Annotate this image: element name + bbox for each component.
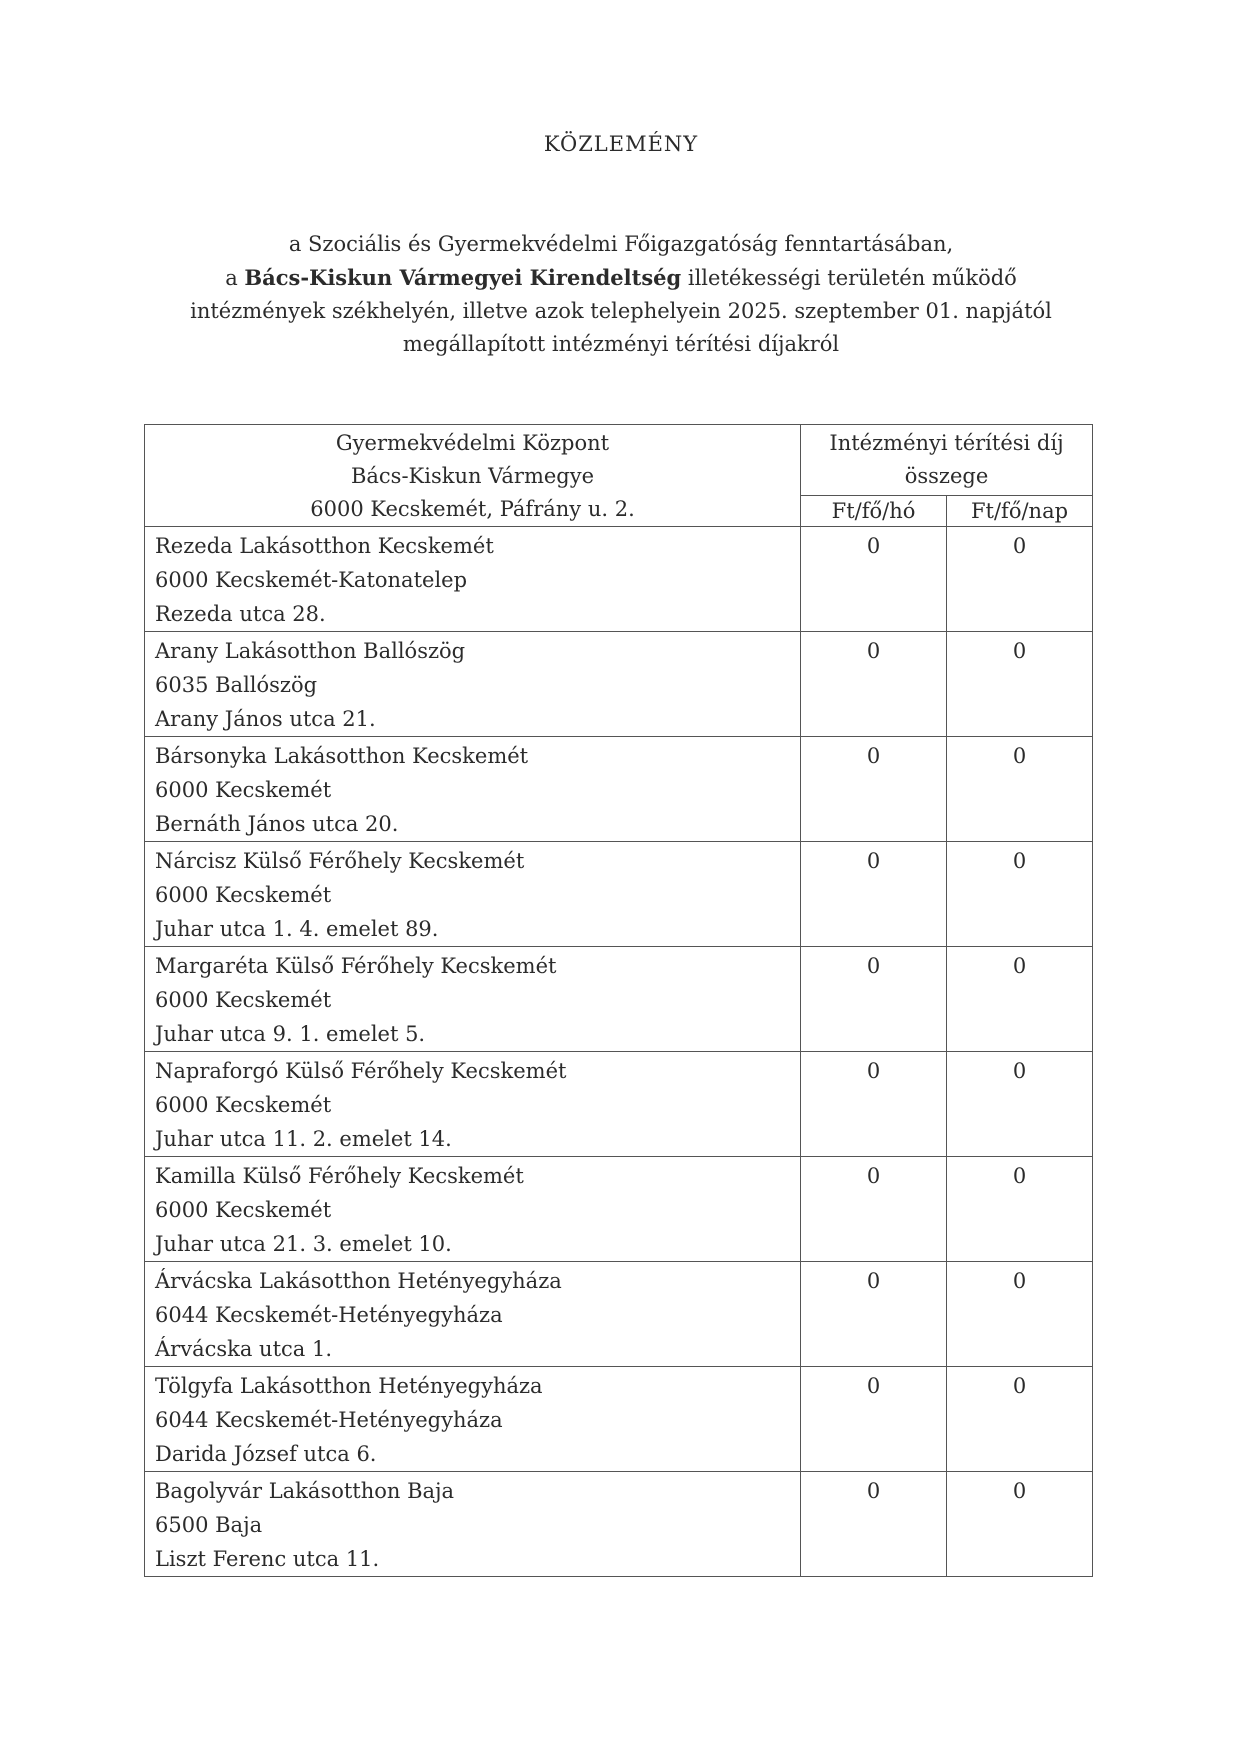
fee-day-value: 0 (947, 1157, 1093, 1262)
institution-name: Rezeda Lakásotthon Kecskemét (155, 534, 494, 558)
institution-name: Tölgyfa Lakásotthon Hetényegyháza (155, 1374, 543, 1398)
institution-street: Juhar utca 1. 4. emelet 89. (155, 917, 439, 941)
fee-day-value: 0 (947, 1472, 1093, 1577)
intro-line-4: megállapított intézményi térítési díjakról (402, 332, 840, 356)
fee-month-value: 0 (801, 1472, 947, 1577)
intro-paragraph (130, 228, 1112, 361)
fee-day-value: 0 (947, 632, 1093, 737)
institution-street: Arany János utca 21. (155, 707, 376, 731)
institution-city: 6000 Kecskemét (155, 988, 332, 1012)
institution-name: Arany Lakásotthon Ballószög (155, 639, 466, 663)
table-header-row (145, 425, 1093, 496)
institution-street: Bernáth János utca 20. (155, 812, 399, 836)
institution-name: Napraforgó Külső Férőhely Kecskemét (155, 1059, 567, 1083)
institution-name: Margaréta Külső Férőhely Kecskemét (155, 954, 557, 978)
header-unit-day: Ft/fő/nap (947, 496, 1093, 527)
institution-street: Juhar utca 21. 3. emelet 10. (155, 1232, 452, 1256)
fee-day-value: 0 (947, 947, 1093, 1052)
fee-month-value: 0 (801, 1262, 947, 1367)
institution-cell (145, 842, 801, 947)
institution-name: Bársonyka Lakásotthon Kecskemét (155, 744, 529, 768)
intro-bold-office: Bács-Kiskun Vármegyei Kirendeltség (244, 265, 682, 290)
table-row (145, 737, 1093, 842)
fee-month-value: 0 (801, 527, 947, 632)
institution-street: Liszt Ferenc utca 11. (155, 1547, 380, 1571)
table-row (145, 1157, 1093, 1262)
institution-street: Darida József utca 6. (155, 1442, 377, 1466)
fee-table (144, 424, 1093, 1577)
institution-name: Árvácska Lakásotthon Hetényegyháza (155, 1269, 562, 1293)
institution-cell (145, 1157, 801, 1262)
document-title: KÖZLEMÉNY (543, 132, 699, 156)
institution-cell (145, 527, 801, 632)
institution-cell (145, 737, 801, 842)
table-row (145, 632, 1093, 737)
fee-month-value: 0 (801, 1367, 947, 1472)
institution-city: 6000 Kecskemét (155, 1198, 332, 1222)
institution-city: 6000 Kecskemét-Katonatelep (155, 568, 468, 592)
fee-day-value: 0 (947, 1052, 1093, 1157)
institution-cell (145, 947, 801, 1052)
header-fee-amount: Intézményi térítési díj összege (801, 425, 1093, 496)
institution-city: 6035 Ballószög (155, 673, 318, 697)
institution-cell (145, 632, 801, 737)
institution-name: Nárcisz Külső Férőhely Kecskemét (155, 849, 525, 873)
fee-month-value: 0 (801, 1052, 947, 1157)
intro-line-3: intézmények székhelyén, illetve azok telephelyein 2025. szeptember 01. napjától (190, 299, 1052, 323)
institution-cell (145, 1262, 801, 1367)
fee-day-value: 0 (947, 842, 1093, 947)
institution-street: Árvácska utca 1. (155, 1337, 333, 1361)
fee-month-value: 0 (801, 842, 947, 947)
institution-street: Rezeda utca 28. (155, 602, 326, 626)
table-row (145, 1472, 1093, 1577)
fee-month-value: 0 (801, 1157, 947, 1262)
table-row (145, 1262, 1093, 1367)
institution-city: 6000 Kecskemét (155, 883, 332, 907)
institution-name: Bagolyvár Lakásotthon Baja (155, 1479, 455, 1503)
table-row (145, 1052, 1093, 1157)
institution-city: 6000 Kecskemét (155, 1093, 332, 1117)
table-row (145, 1367, 1093, 1472)
fee-day-value: 0 (947, 1367, 1093, 1472)
institution-city: 6000 Kecskemét (155, 778, 332, 802)
institution-cell (145, 1052, 801, 1157)
fee-month-value: 0 (801, 947, 947, 1052)
intro-line-1: a Szociális és Gyermekvédelmi Főigazgatóság fenntartásában, (288, 232, 954, 256)
header-organization: Gyermekvédelmi Központ Bács-Kiskun Vármegye 6000 Kecskemét, Páfrány u. 2. (145, 425, 801, 527)
institution-city: 6044 Kecskemét-Hetényegyháza (155, 1303, 503, 1327)
institution-street: Juhar utca 11. 2. emelet 14. (155, 1127, 452, 1151)
header-unit-month: Ft/fő/hó (801, 496, 947, 527)
institution-street: Juhar utca 9. 1. emelet 5. (155, 1022, 426, 1046)
table-row (145, 527, 1093, 632)
fee-day-value: 0 (947, 527, 1093, 632)
intro-line-2: a Bács-Kiskun Vármegyei Kirendeltség illetékességi területén működő (225, 265, 1017, 290)
institution-city: 6044 Kecskemét-Hetényegyháza (155, 1408, 503, 1432)
institution-name: Kamilla Külső Férőhely Kecskemét (155, 1164, 524, 1188)
fee-month-value: 0 (801, 737, 947, 842)
table-row (145, 842, 1093, 947)
institution-city: 6500 Baja (155, 1513, 263, 1537)
fee-day-value: 0 (947, 737, 1093, 842)
table-row (145, 947, 1093, 1052)
institution-cell (145, 1472, 801, 1577)
fee-day-value: 0 (947, 1262, 1093, 1367)
fee-month-value: 0 (801, 632, 947, 737)
institution-cell (145, 1367, 801, 1472)
